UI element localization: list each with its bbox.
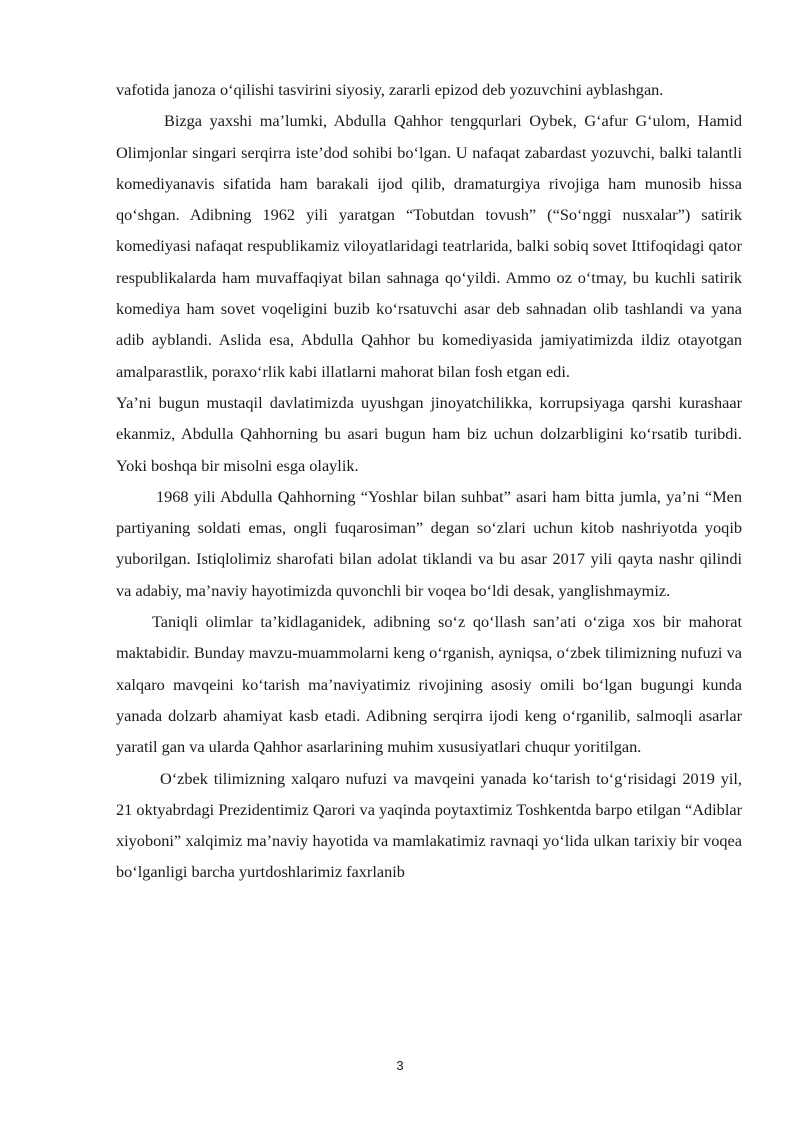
paragraph: Bizga yaxshi ma’lumki, Abdulla Qahhor tengqurlari Oybek, G‘afur G‘ulom, Hamid Olimjonlar singari serqirra iste’dod sohibi bo‘lgan. U nafaqat zabardast yozuvchi, balki talantli komediyanavis sifatida ham barakali ijod qilib, dramaturgiya rivojiga ham munosib hissa qo‘shgan. Adibning 1962 yili yaratgan “Tobutdan tovush” (“So‘nggi nusxalar”) satirik komediyasi nafaqat respublikamiz viloyatlaridagi teatrlarida, balki sobiq sovet Ittifoqidagi qator respublikalarda ham muvaffaqiyat bilan sahnaga qo‘yildi. Ammo oz o‘tmay, bu kuchli satirik komediya ham sovet voqeligini buzib ko‘rsatuvchi asar deb sahnadan olib tashlandi va yana adib ayblandi. Aslida esa, Abdulla Qahhor bu komediyasida jamiyatimizda ildiz otayotgan amalparastlik, poraxo‘rlik kabi illatlarni mahorat bilan fosh etgan edi. (116, 111, 742, 381)
paragraph: O‘zbek tilimizning xalqaro nufuzi va mavqeini yanada ko‘tarish to‘g‘risidagi 2019 yil, 21 oktyabrdagi Prezidentimiz Qarori va yaqinda poytaxtimiz Toshkentda barpo etilgan “Adiblar xiyoboni” xalqimiz ma’naviy hayotida va mamlakatimiz ravnaqi yo‘lida ulkan tarixiy bir voqea bo‘lganligi barcha yurtdoshlarimiz faxrlanib (116, 768, 742, 882)
paragraph: 1968 yili Abdulla Qahhorning “Yoshlar bilan suhbat” asari ham bitta jumla, ya’ni “Men partiyaning soldati emas, ongli fuqarosiman” degan so‘zlari uchun kitob nashriyotda yoqib yuborilgan. Istiqlolimiz sharofati bilan adolat tiklandi va bu asar 2017 yili qayta nashr qilindi va adabiy, ma’naviy hayotimizda quvonchli bir voqea bo‘ldi desak, yanglishmaymiz. (116, 486, 742, 600)
paragraph: Taniqli olimlar ta’kidlaganidek, adibning so‘z qo‘llash san’ati o‘ziga xos bir mahorat maktabidir. Bunday mavzu-muammolarni keng o‘rganish, ayniqsa, o‘zbek tilimizning nufuzi va xalqaro mavqeini ko‘tarish ma’naviyatimiz rivojining asosiy omili bo‘lgan bugungi kunda yanada dolzarb ahamiyat kasb etadi. Adibning serqirra ijodi keng o‘rganilib, salmoqli asarlar yaratil gan va ularda Qahhor asarlarining muhim xususiyatlari chuqur yoritilgan. (116, 612, 742, 757)
page-number: 3 (396, 1058, 404, 1073)
document-body (116, 74, 742, 888)
paragraph: vafotida janoza o‘qilishi tasvirini siyosiy, zararli epizod deb yozuvchini ayblashgan. (116, 80, 664, 99)
paragraph: Ya’ni bugun mustaqil davlatimizda uyushgan jinoyatchilikka, korrupsiyaga qarshi kurashaar ekanmiz, Abdulla Qahhorning bu asari bugun ham biz uchun dolzarbligini ko‘rsatib turibdi. Yoki boshqa bir misolni esga olaylik. (116, 392, 742, 475)
